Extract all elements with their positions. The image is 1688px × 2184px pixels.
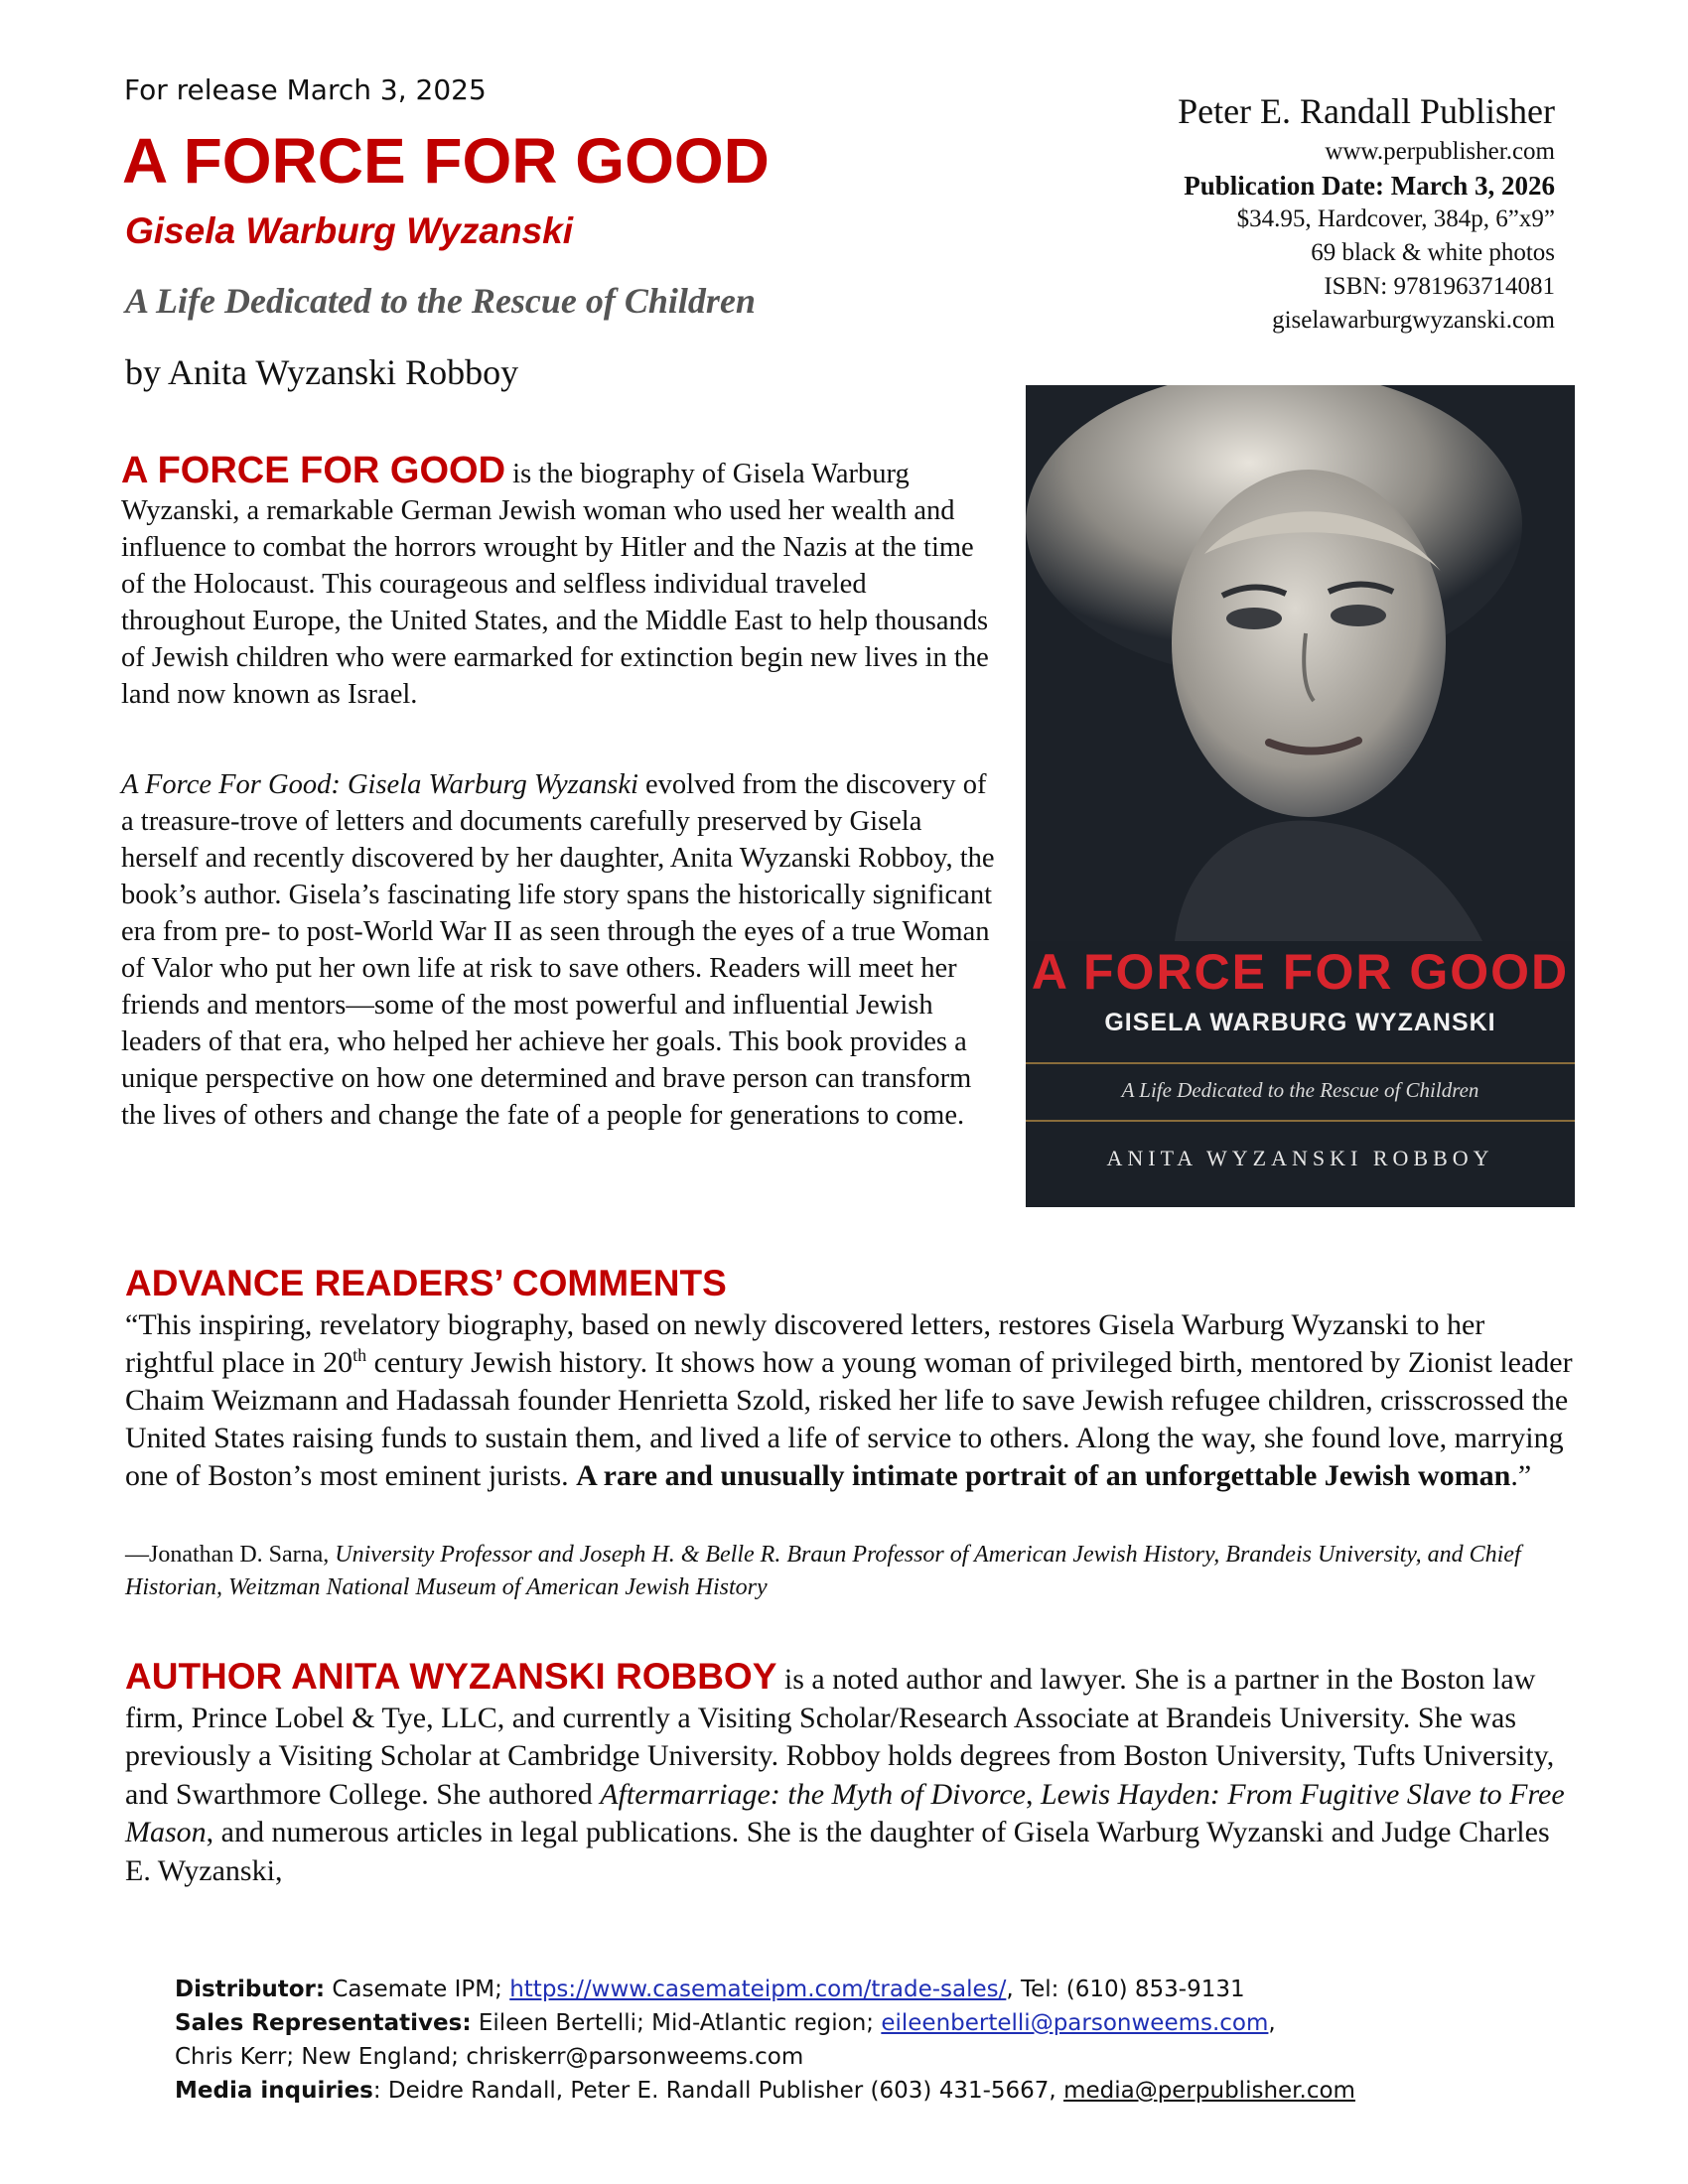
sales-end: , [1268, 2010, 1276, 2036]
distributor-line [175, 1973, 1565, 2006]
intro-paragraph [121, 450, 995, 713]
media-email-link[interactable]: media@perpublisher.com [1063, 2078, 1355, 2104]
photo-count: 69 black & white photos [1311, 239, 1555, 266]
quote-superscript: th [352, 1345, 367, 1365]
author-bio-lead: AUTHOR ANITA WYZANSKI ROBBOY [125, 1656, 777, 1697]
author-book-1: Aftermarriage: the Myth of Divorce [600, 1777, 1026, 1811]
attribution-title: University Professor and Joseph H. & Belle R. Braun Professor of American Jewish History, Brandeis University, and Chief Historian, Weitzman National Museum of American Jewish History [125, 1542, 1521, 1600]
book-subtitle: Gisela Warburg Wyzanski [125, 210, 574, 251]
author-bio-separator: , [1026, 1777, 1041, 1811]
media-label: Media inquiries [175, 2078, 373, 2104]
distributor-tel: , Tel: (610) 853-9131 [1006, 1977, 1245, 2002]
intro-text: is the biography of Gisela Warburg Wyzanski, a remarkable German Jewish woman who used her wealth and influence to combat the horrors wrought by Hitler and the Nazis at the time of the Holocaust. This courageous and selfless individual traveled throughout Europe, the United States, and the Middle East to help thousands of Jewish children who were earmarked for extinction begin new lives in the land now known as Israel. [121, 459, 989, 710]
release-date-line: For release March 3, 2025 [124, 73, 487, 106]
sales-reps-line-2: Chris Kerr; New England; chriskerr@parsonweems.com [175, 2044, 804, 2070]
distributor-label: Distributor: [175, 1977, 326, 2002]
author-book-2: Lewis Hayden: From Fugitive Slave to Free Mason [125, 1777, 1565, 1848]
book-cover [1026, 385, 1575, 1207]
distributor-link[interactable]: https://www.casemateipm.com/trade-sales/ [509, 1977, 1007, 2002]
quote-part1: “This inspiring, revelatory biography, based on newly discovered letters, restores Gisela Warburg Wyzanski to her rightful place in 20 [125, 1308, 1485, 1379]
publisher-website: www.perpublisher.com [1325, 138, 1555, 165]
cover-portrait-photo [1026, 385, 1575, 941]
media-line [175, 2074, 1565, 2108]
distributor-name: Casemate IPM; [325, 1977, 510, 2002]
media-text: : Deidre Randall, Peter E. Randall Publisher (603) 431-5667, [372, 2078, 1064, 2104]
cover-title: A FORCE FOR GOOD [1031, 944, 1570, 1000]
sales-text: Eileen Bertelli; Mid-Atlantic region; [471, 2010, 882, 2036]
isbn: ISBN: 9781963714081 [1324, 273, 1555, 300]
cover-author: ANITA WYZANSKI ROBBOY [1106, 1146, 1494, 1170]
book-website: giselawarburgwyzanski.com [1272, 307, 1555, 334]
advance-quote [125, 1306, 1575, 1495]
sales-email-link[interactable]: eileenbertelli@parsonweems.com [881, 2010, 1269, 2036]
advance-comments-heading: ADVANCE READERS’ COMMENTS [125, 1263, 727, 1303]
quote-part2: century Jewish history. It shows how a young woman of privileged birth, mentored by Zionist leader Chaim Weizmann and Hadassah founder Henrietta Szold, risked her life to save Jewish refugee children, crisscrossed the United States raising funds to sustain them, and lived a life of service to others. Along the way, she found love, marrying one of Boston’s most eminent jurists. [125, 1346, 1573, 1492]
book-title: A FORCE FOR GOOD [122, 125, 770, 197]
publication-date: Publication Date: March 3, 2026 [1184, 171, 1555, 201]
evolved-paragraph [121, 766, 995, 1134]
quote-attribution [125, 1539, 1575, 1604]
sales-label: Sales Representatives: [175, 2010, 472, 2036]
author-bio-text1: is a noted author and lawyer. She is a partner in the Boston law firm, Prince Lobel & Tye, LLC, and currently a Visiting Scholar/Research Associate at Brandeis University. She was previously a Visiting Scholar at Cambridge University. Robboy holds degrees from Boston University, Tufts University, and Swarthmore College. She authored [125, 1663, 1555, 1811]
attribution-name: —Jonathan D. Sarna, [125, 1542, 336, 1568]
evolved-book-title: A Force For Good: Gisela Warburg Wyzanski [121, 769, 638, 800]
sales-reps-line [175, 2006, 1565, 2040]
author-bio-text2: , and numerous articles in legal publications. She is the daughter of Gisela Warburg Wyzanski and Judge Charles E. Wyzanski, [125, 1816, 1550, 1887]
publisher-info [1178, 87, 1555, 338]
quote-end: .” [1510, 1459, 1532, 1492]
intro-lead: A FORCE FOR GOOD [121, 450, 506, 491]
cover-divider-bottom [1026, 1120, 1575, 1122]
author-bio [125, 1658, 1575, 1890]
publisher-name: Peter E. Randall Publisher [1178, 91, 1555, 131]
price-format: $34.95, Hardcover, 384p, 6”x9” [1236, 205, 1555, 232]
evolved-text: evolved from the discovery of a treasure-trove of letters and documents carefully preserved by Gisela herself and recently discovered by her daughter, Anita Wyzanski Robboy, the book’s author. Gisela’s fascinating life story spans the historically significant era from pre- to post-World War II as seen through the eyes of a true Woman of Valor who put her own life at risk to save others. Readers will meet her friends and mentors—some of the most powerful and influential Jewish leaders of that era, who helped her achieve her goals. This book provides a unique perspective on how one determined and brave person can transform the lives of others and change the fate of a people for generations to come. [121, 769, 995, 1131]
contact-footer [175, 1973, 1565, 2108]
book-tagline: A Life Dedicated to the Rescue of Children [125, 281, 756, 321]
quote-bold: A rare and unusually intimate portrait of an unforgettable Jewish woman [576, 1459, 1511, 1492]
cover-subtitle: GISELA WARBURG WYZANSKI [1104, 1009, 1496, 1036]
cover-tagline: A Life Dedicated to the Rescue of Children [1121, 1078, 1479, 1102]
byline: by Anita Wyzanski Robboy [125, 352, 519, 392]
cover-divider-top [1026, 1062, 1575, 1064]
